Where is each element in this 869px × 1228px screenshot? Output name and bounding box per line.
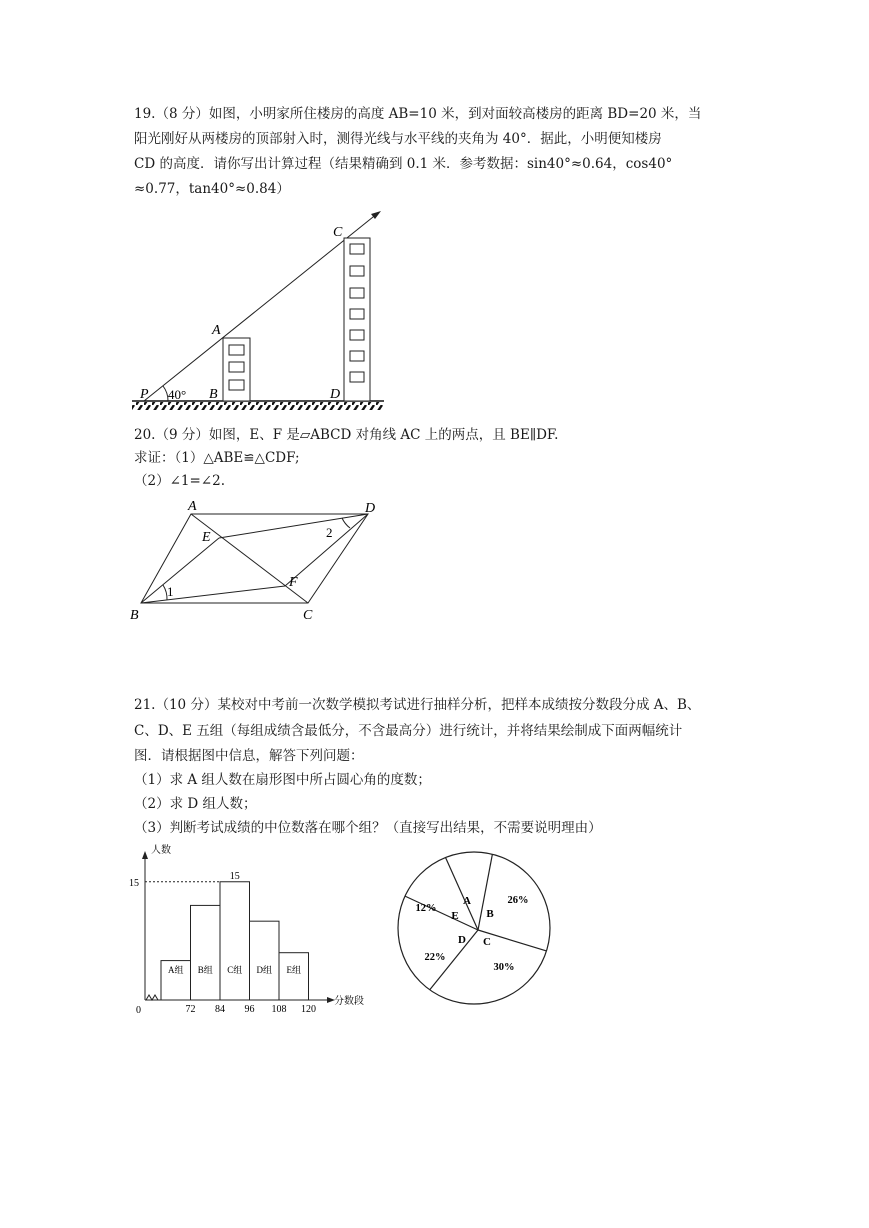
y-axis-title: 人数 [151, 845, 171, 856]
slice-letter-A: A [463, 895, 471, 907]
slice-percent-E: 12% [415, 903, 437, 914]
bar-label-4: D组 [256, 965, 272, 975]
label-F: F [289, 575, 298, 590]
bar-label-2: B组 [197, 965, 213, 975]
x-tick-108: 108 [271, 1004, 287, 1015]
bar-label-3: C组 [227, 965, 243, 975]
q21-line-2: C、D、E 五组（每组成绩含最低分，不含最高分）进行统计，并将结果绘制成下面两幅统计 [134, 723, 683, 739]
label-B: B [209, 387, 218, 402]
slice-percent-C: 30% [493, 962, 515, 973]
data-label-3: 15 [229, 870, 240, 882]
origin-label: 0 [136, 1005, 141, 1016]
q21-line-1: 21.（10 分）某校对中考前一次数学模拟考试进行抽样分析，把样本成绩按分数段分成 A、B、 [134, 697, 701, 713]
x-tick-120: 120 [301, 1004, 316, 1015]
q20-line-1: 20.（9 分）如图，E、F 是▱ABCD 对角线 AC 上的两点，且 BE∥DF. [134, 427, 559, 443]
q19-line-2: 阳光刚好从两楼房的顶部射入时，测得光线与水平线的夹角为 40°．据此，小明便知楼房 [134, 131, 662, 147]
q19-line-4: ≈0.77，tan40°≈0.84） [134, 181, 290, 197]
y-tick-15: 15 [129, 877, 139, 889]
label-P: P [140, 387, 149, 402]
q21-line-5: （2）求 D 组人数； [134, 796, 257, 812]
q21-line-4: （1）求 A 组人数在扇形图中所占圆心角的度数； [134, 772, 431, 788]
slice-percent-D: 22% [424, 952, 446, 963]
slice-percent-B: 26% [507, 895, 529, 906]
label-40: 40° [168, 387, 187, 402]
q21-line-6: （3）判断考试成绩的中位数落在哪个组？（直接写出结果，不需要说明理由） [134, 820, 602, 836]
label-D2: D [365, 501, 376, 516]
slice-letter-D: D [458, 934, 466, 946]
bar-label-5: E组 [286, 965, 301, 975]
slice-letter-B: B [486, 908, 494, 920]
q21-line-3: 图．请根据图中信息，解答下列问题： [134, 748, 364, 764]
label-C2: C [303, 608, 313, 623]
label-D: D [330, 387, 341, 402]
bar-label-1: A组 [168, 965, 184, 975]
label-C: C [333, 225, 343, 240]
label-angle1: 1 [167, 584, 174, 599]
label-angle2: 2 [326, 525, 333, 540]
q19-line-3: CD 的高度．请你写出计算过程（结果精确到 0.1 米．参考数据：sin40°≈0.64，cos40° [134, 156, 673, 172]
label-B2: B [130, 608, 139, 623]
x-tick-72: 72 [185, 1004, 196, 1015]
q19-line-1: 19.（8 分）如图，小明家所住楼房的高度 AB=10 米，到对面较高楼房的距离 BD=20 米，当 [134, 106, 702, 122]
q20-line-2: 求证：（1）△ABE≌△CDF; [134, 450, 300, 466]
x-tick-96: 96 [244, 1004, 255, 1015]
label-E: E [202, 530, 211, 545]
slice-letter-E: E [451, 910, 459, 922]
label-A: A [212, 323, 221, 338]
x-tick-84: 84 [215, 1004, 225, 1015]
label-A2: A [188, 499, 197, 514]
slice-letter-C: C [483, 936, 491, 948]
q20-line-3: （2）∠1=∠2. [134, 473, 225, 489]
x-axis-title: 分数段 [334, 996, 364, 1007]
